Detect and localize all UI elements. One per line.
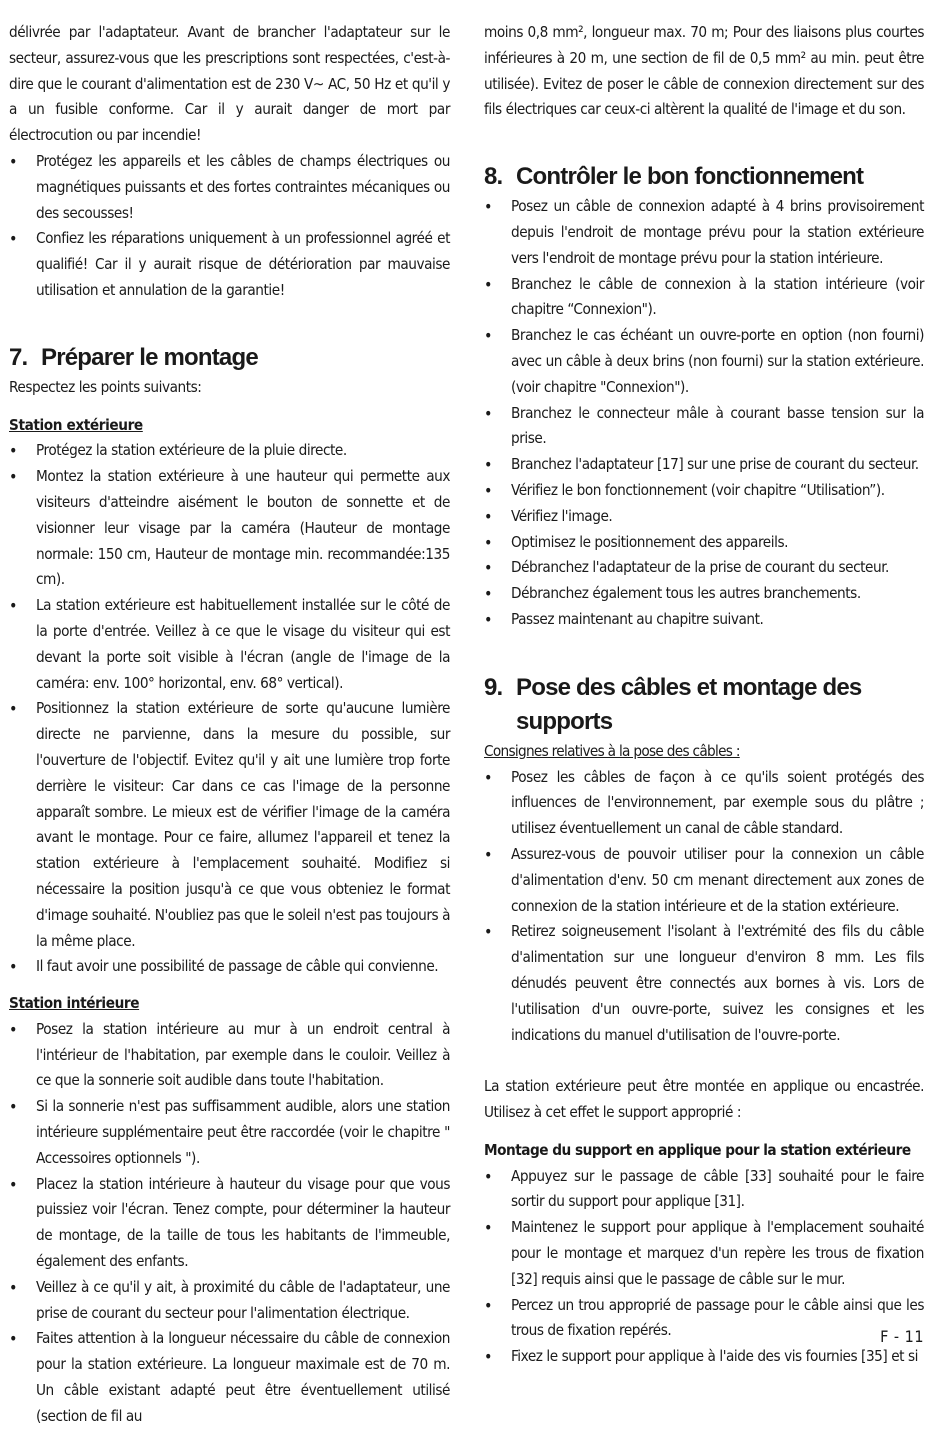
section-title: Contrôler le bon fonctionnement [516, 163, 864, 191]
list-item: • Fixez le support pour applique à l'aide des vis fournies [35] et si [484, 1344, 924, 1370]
list-item: • Vérifiez l'image. [484, 504, 924, 530]
mounting-paragraph: La station extérieure peut être montée en applique ou encastrée. Utilisez à cet effet le support approprié : [484, 1077, 924, 1122]
list-item: • Montez la station extérieure à une hauteur qui permette aux visiteurs d'atteindre aisément le bouton de sonnette et de visionner leur visage par la caméra (Hauteur de montage normale: 150 cm, Hauteur de montage min. recommandée:135 cm). [9, 464, 450, 593]
cables-list [484, 765, 924, 1049]
list-item: • Il faut avoir une possibilité de passage de câble qui convienne. [9, 954, 450, 980]
list-item: • Faites attention à la longueur nécessaire du câble de connexion pour la station extérieure. La longueur maximale est de 70 m. Un câble existant adapté peut être éventuellement utilisé (section de fil au [9, 1326, 450, 1429]
section-number: 8. [484, 163, 503, 191]
list-item: • Protégez les appareils et les câbles de champs électriques ou magnétiques puissants et des fortes contraintes mécaniques ou des secousses! [9, 149, 450, 226]
list-item: • Posez les câbles de façon à ce qu'ils soient protégés des influences de l'environnement, par exemple sous du plâtre ; utilisez éventuellement un canal de câble standard. [484, 765, 924, 842]
section-8-heading [484, 160, 924, 194]
left-column [9, 20, 450, 1430]
continued-paragraph: délivrée par l'adaptateur. Avant de brancher l'adaptateur sur le secteur, assurez-vous que les prescriptions sont respectées, c'est-à-dire que le courant d'alimentation est de 230 V∼ AC, 50 Hz et qu'il y a un fusible conforme. Car il y aurait danger de mort par électrocution ou par incendie! [9, 23, 450, 145]
right-column [484, 20, 924, 1370]
list-item: • Branchez le cas échéant un ouvre-porte en option (non fourni) avec un câble à deux brins (non fourni) sur la station extérieure. (voir chapitre "Connexion"). [484, 323, 924, 400]
list-item: • Passez maintenant au chapitre suivant. [484, 607, 924, 633]
list-item: • Placez la station intérieure à hauteur du visage pour que vous puissiez voir l'écran. Tenez compte, pour déterminer la hauteur de montage, de la taille de tous les habitants de l'immeuble, également des enfants. [9, 1172, 450, 1275]
list-item: • Branchez le connecteur mâle à courant basse tension sur la prise. [484, 401, 924, 453]
list-item: • Veillez à ce qu'il y ait, à proximité du câble de l'adaptateur, une prise de courant du secteur pour l'alimentation électrique. [9, 1275, 450, 1327]
list-item: • Branchez le câble de connexion à la station intérieure (voir chapitre “Connexion"). [484, 272, 924, 324]
subheading-applique: Montage du support en applique pour la station extérieure [484, 1140, 911, 1159]
list-item: • La station extérieure est habituellement installée sur le côté de la porte d'entrée. Veillez à ce que le visage du visiteur qui est devant la porte soit visible à l'écran (angle de l'image de la caméra: env. 100° horizontal, env. 68° vertical). [9, 593, 450, 696]
list-item: • Positionnez la station extérieure de sorte qu'aucune lumière directe ne parvienne, dans la mesure du possible, sur l'ouverture de l'objectif. Evitez qu'il y ait une lumière trop forte derrière le visiteur: Car dans ce cas l'image de la personne apparaît sombre. Le mieux est de vérifier l'image de la caméra avant le montage. Pour ce faire, allumez l'appareil et tenez la station extérieure à l'emplacement souhaité. Modifiez si nécessaire la position jusqu'à ce que vous obteniez le format d'image souhaité. N'oubliez pas que le soleil n'est pas toujours à la même place. [9, 696, 450, 954]
list-item: • Posez un câble de connexion adapté à 4 brins provisoirement depuis l'endroit de montage prévu pour la station extérieure vers l'endroit de montage prévu pour la station intérieure. [484, 194, 924, 271]
section-9-heading [484, 671, 924, 739]
list-item: • Branchez l'adaptateur [17] sur une prise de courant du secteur. [484, 452, 924, 478]
section-title-line-1: Pose des câbles et montage des [516, 673, 862, 701]
section-7-heading [9, 341, 450, 375]
safety-list [9, 149, 450, 304]
page-number: F - 11 [880, 1327, 924, 1346]
section-intro: Respectez les points suivants: [9, 377, 202, 396]
section-number: 7. [9, 343, 28, 371]
list-item: • Débranchez l'adaptateur de la prise de courant du secteur. [484, 555, 924, 581]
continued-paragraph: moins 0,8 mm², longueur max. 70 m; Pour des liaisons plus courtes inférieures à 20 m, une section de fil de 0,5 mm² au min. peut être utilisée). Evitez de poser le câble de connexion directement sur des fils électriques car ceux-ci altèrent la qualité de l'image et du son. [484, 23, 924, 119]
section-title: Préparer le montage [41, 343, 258, 371]
list-item: • Retirez soigneusement l'isolant à l'extrémité des fils du câble d'alimentation sur une longueur d'environ 8 mm. Les fils dénudés peuvent être connectés aux bornes à vis. Lors de l'utilisation d'un ouvre-porte, suivez les consignes et les indications du manuel d'utilisation de l'ouvre-porte. [484, 919, 924, 1048]
subheading-exterior: Station extérieure [9, 415, 143, 434]
interior-list [9, 1017, 450, 1430]
exterior-list [9, 438, 450, 980]
check-list [484, 194, 924, 633]
section-number: 9. [484, 673, 503, 701]
applique-list [484, 1164, 924, 1370]
subheading-interior: Station intérieure [9, 994, 140, 1013]
list-item: • Posez la station intérieure au mur à un endroit central à l'intérieur de l'habitation, par exemple dans le couloir. Veillez à ce que la sonnerie soit audible dans toute l'habitation. [9, 1017, 450, 1094]
list-item: • Débranchez également tous les autres branchements. [484, 581, 924, 607]
list-item: • Confiez les réparations uniquement à un professionnel agréé et qualifié! Car il y aurait risque de détérioration par mauvaise utilisation et annulation de la garantie! [9, 226, 450, 303]
cables-subheading: Consignes relatives à la pose des câbles : [484, 741, 740, 760]
section-title-line-2: supports [516, 707, 613, 735]
list-item: • Percez un trou approprié de passage pour le câble ainsi que les trous de fixation repérés. [484, 1293, 924, 1345]
list-item: • Vérifiez le bon fonctionnement (voir chapitre “Utilisation”). [484, 478, 924, 504]
list-item: • Appuyez sur le passage de câble [33] souhaité pour le faire sortir du support pour applique [31]. [484, 1164, 924, 1216]
list-item: • Protégez la station extérieure de la pluie directe. [9, 438, 450, 464]
list-item: • Assurez-vous de pouvoir utiliser pour la connexion un câble d'alimentation d'env. 50 cm menant directement aux zones de connexion de la station intérieure et de la station extérieure. [484, 842, 924, 919]
list-item: • Maintenez le support pour applique à l'emplacement souhaité pour le montage et marquez d'un repère les trous de fixation [32] requis ainsi que le passage de câble sur le mur. [484, 1215, 924, 1292]
list-item: • Optimisez le positionnement des appareils. [484, 530, 924, 556]
list-item: • Si la sonnerie n'est pas suffisamment audible, alors une station intérieure supplémentaire peut être raccordée (voir le chapitre " Accessoires optionnels "). [9, 1094, 450, 1171]
